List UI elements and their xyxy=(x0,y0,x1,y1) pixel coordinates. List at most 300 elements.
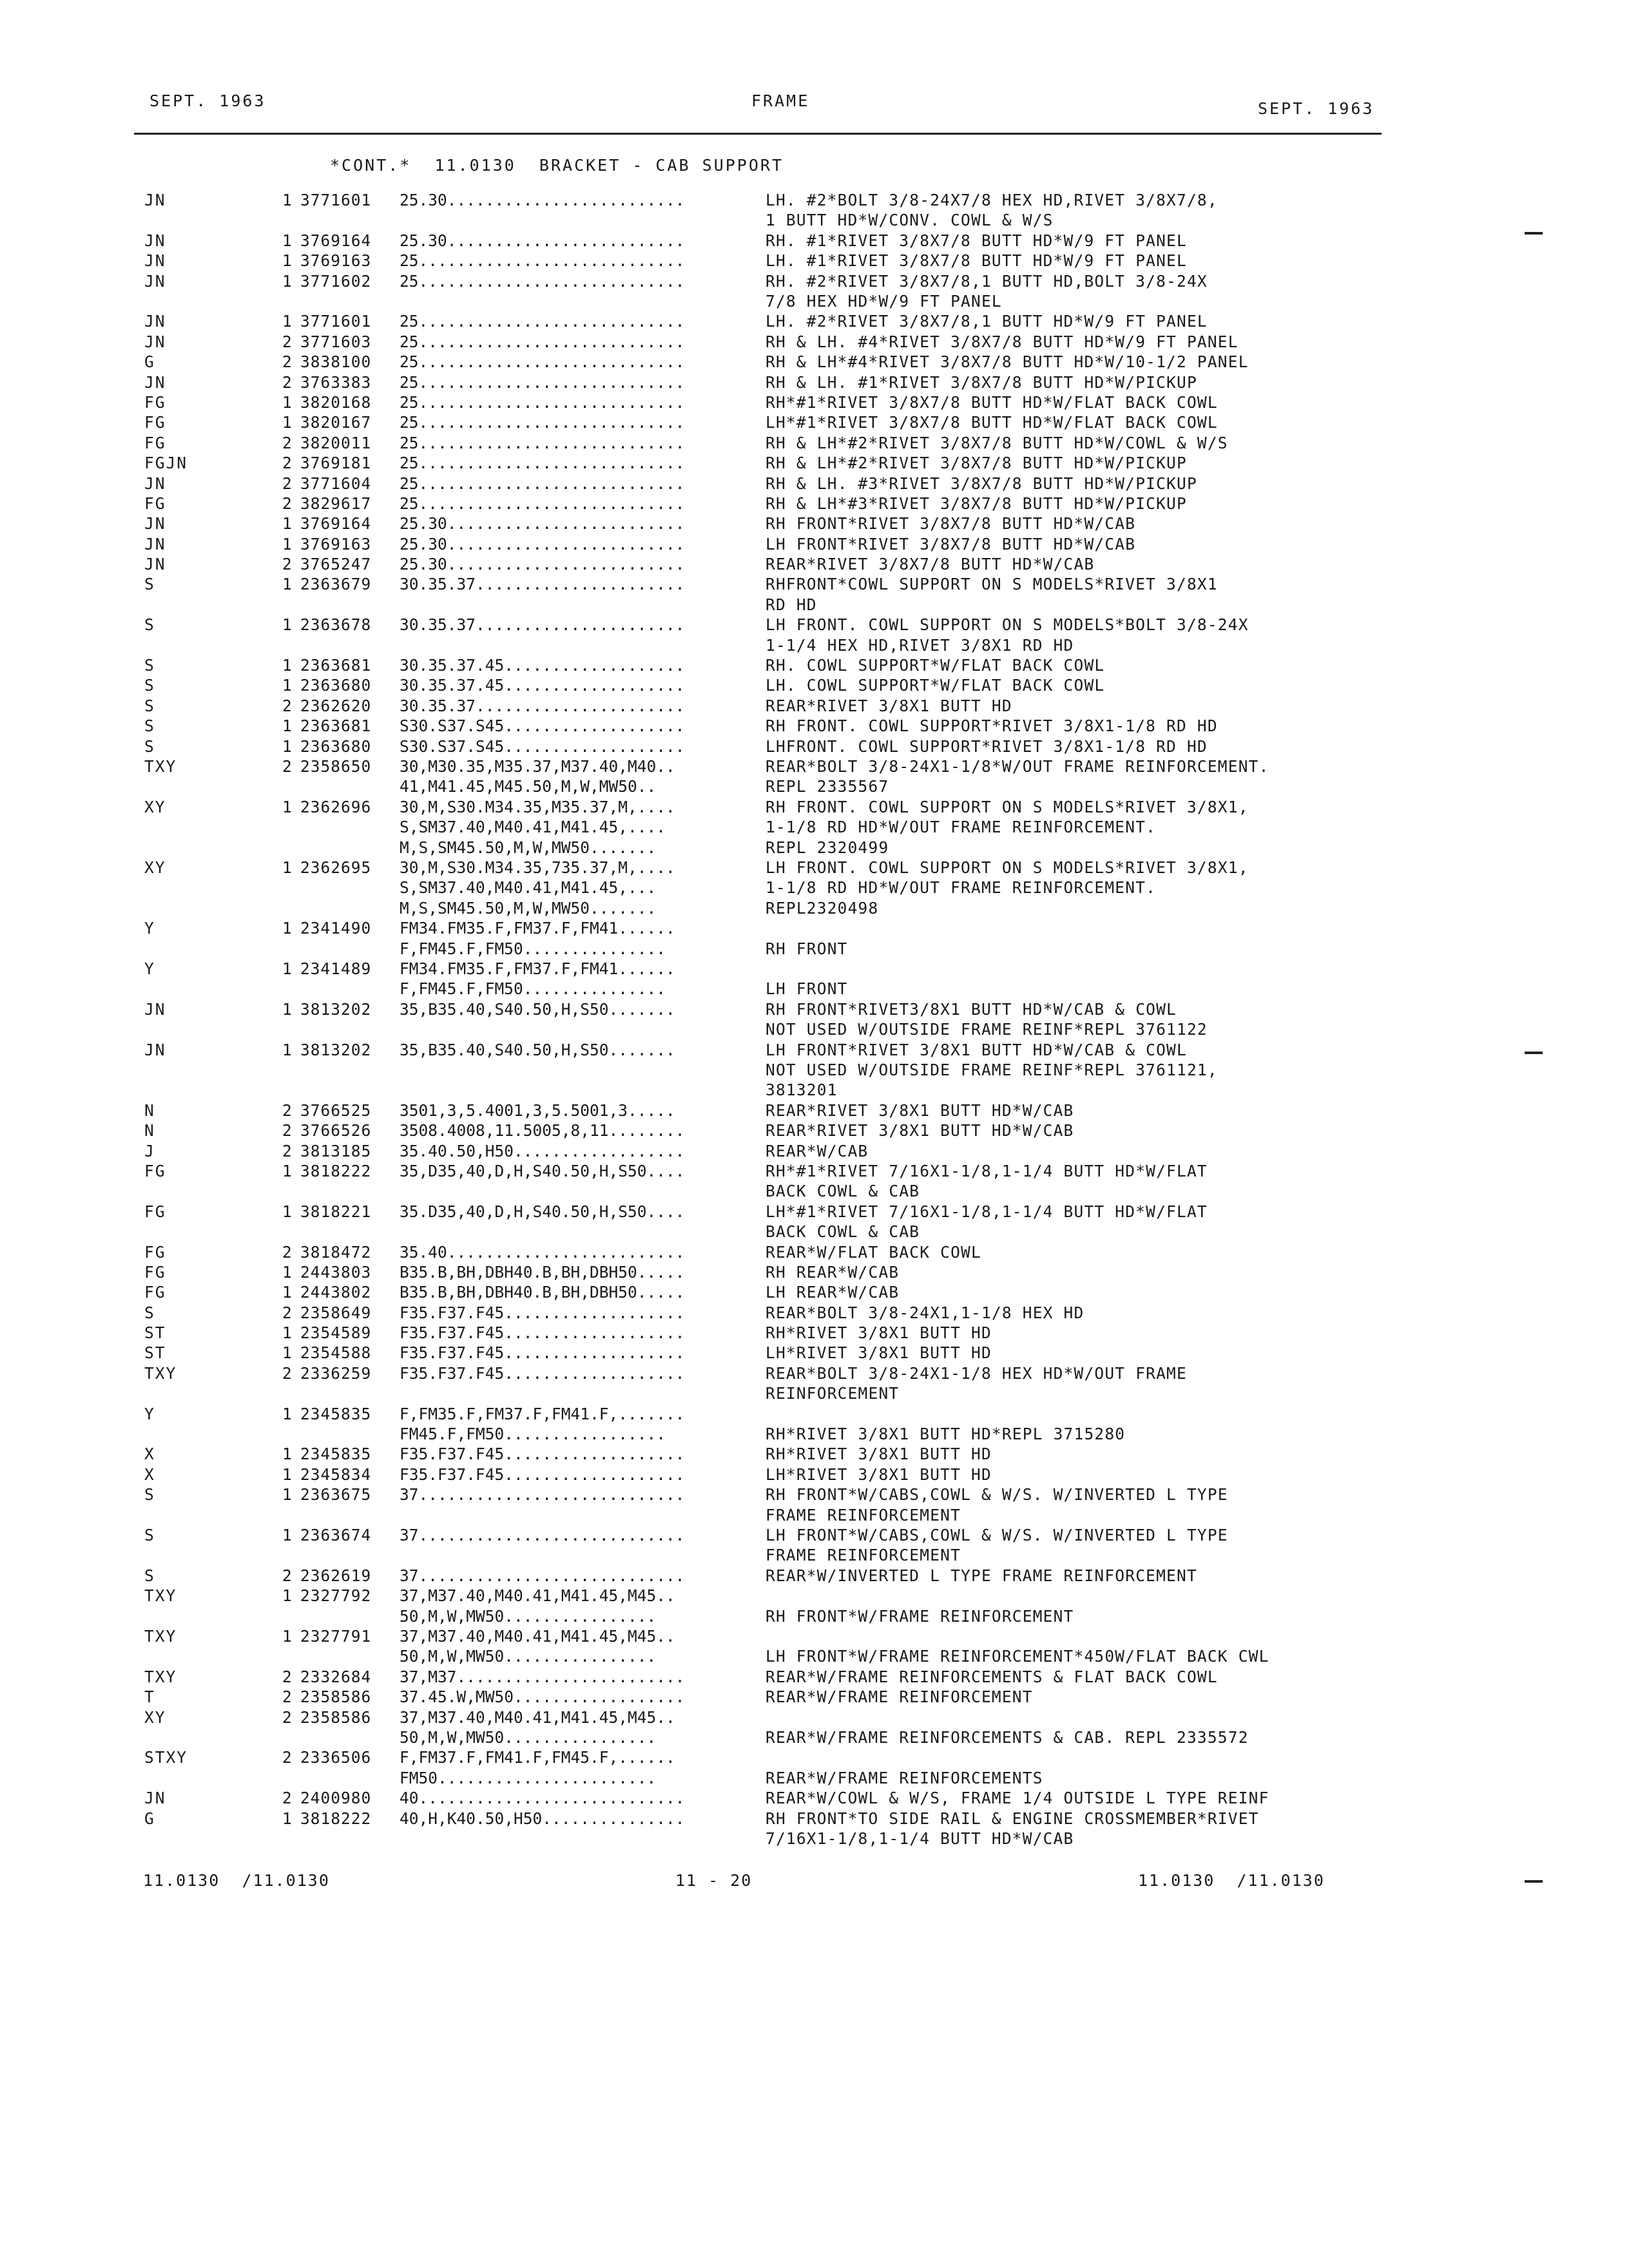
parts-row xyxy=(0,332,1629,352)
parts-row xyxy=(0,453,1629,473)
models-line: M,S,SM45.50,M,W,MW50....... xyxy=(400,838,657,857)
models-line: F35.F37.F45................... xyxy=(400,1323,685,1343)
quantity: 1 xyxy=(282,413,292,432)
models-cell xyxy=(400,453,760,473)
parts-row xyxy=(0,1323,1629,1343)
description-cell xyxy=(766,716,1410,736)
models-cell xyxy=(400,554,760,574)
description-line: RH FRONT*W/FRAME REINFORCEMENT xyxy=(766,1606,1074,1626)
quantity: 2 xyxy=(282,1707,292,1727)
models-cell xyxy=(400,1707,760,1748)
parts-row xyxy=(0,1626,1629,1667)
description-line: REAR*RIVET 3/8X1 BUTT HD*W/CAB xyxy=(766,1100,1074,1120)
models-line: 30.35.37...................... xyxy=(400,615,685,635)
model-code: S xyxy=(144,676,155,695)
models-cell xyxy=(400,696,760,716)
models-cell xyxy=(400,1404,760,1445)
description-line: REAR*W/FRAME REINFORCEMENTS & CAB. REPL 2335572 xyxy=(766,1727,1249,1747)
description-cell xyxy=(766,1303,1410,1323)
model-code: S xyxy=(144,656,155,675)
models-cell xyxy=(400,1040,760,1060)
part-number: 3813202 xyxy=(300,999,372,1019)
description-cell xyxy=(766,412,1410,432)
models-cell xyxy=(400,918,760,959)
part-number: 2345834 xyxy=(300,1465,372,1484)
description-line: REAR*RIVET 3/8X1 BUTT HD xyxy=(766,696,1012,715)
models-line: 25............................ xyxy=(400,312,685,331)
models-line: F,FM35.F,FM37.F,FM41.F,....... xyxy=(400,1404,685,1423)
description-cell xyxy=(766,271,1410,312)
models-cell xyxy=(400,1566,760,1586)
models-cell xyxy=(400,1687,760,1707)
part-number: 2363680 xyxy=(300,736,372,756)
quantity: 1 xyxy=(282,1040,292,1059)
model-code: S xyxy=(144,615,155,635)
description-line xyxy=(766,1747,1410,1767)
description-line: 1-1/4 HEX HD,RIVET 3/8X1 RD HD xyxy=(766,635,1074,655)
parts-row xyxy=(0,1040,1629,1100)
quantity: 2 xyxy=(282,352,292,372)
description-line: REAR*W/FLAT BACK COWL xyxy=(766,1242,981,1262)
model-code: S xyxy=(144,1485,155,1504)
part-number: 3818222 xyxy=(300,1809,372,1828)
parts-row xyxy=(0,675,1629,695)
description-line: RH FRONT*RIVET3/8X1 BUTT HD*W/CAB & COWL xyxy=(766,999,1177,1019)
part-number: 3769163 xyxy=(300,534,372,553)
description-line: REAR*W/FRAME REINFORCEMENT xyxy=(766,1687,1033,1707)
part-number: 2358586 xyxy=(300,1707,372,1727)
models-line: 37,M37.40,M40.41,M41.45,M45.. xyxy=(400,1627,675,1646)
margin-mark xyxy=(1525,232,1543,235)
description-cell xyxy=(766,1707,1410,1748)
models-cell xyxy=(400,1323,760,1343)
models-cell xyxy=(400,392,760,412)
models-line: 30.35.37.45................... xyxy=(400,676,685,695)
models-cell xyxy=(400,190,760,210)
quantity: 1 xyxy=(282,1262,292,1282)
description-cell xyxy=(766,474,1410,494)
quantity: 1 xyxy=(282,1465,292,1484)
parts-row xyxy=(0,615,1629,655)
quantity: 1 xyxy=(282,1586,292,1606)
models-line: F35.F37.F45................... xyxy=(400,1445,685,1464)
models-cell xyxy=(400,574,760,594)
models-cell xyxy=(400,615,760,635)
parts-row xyxy=(0,918,1629,959)
part-number: 2358650 xyxy=(300,757,372,776)
models-cell xyxy=(400,655,760,675)
model-code: T xyxy=(144,1687,155,1707)
models-line: 25............................ xyxy=(400,392,685,412)
description-line xyxy=(766,959,1410,979)
models-cell xyxy=(400,1282,760,1302)
models-line: 3508.4008,11.5005,8,11........ xyxy=(400,1121,685,1140)
part-number: 3771602 xyxy=(300,271,372,291)
quantity: 1 xyxy=(282,1485,292,1504)
quantity: 1 xyxy=(282,959,292,978)
model-code: JN xyxy=(144,474,166,493)
parts-row xyxy=(0,1566,1629,1586)
models-line: 25............................ xyxy=(400,454,685,473)
description-line: RH & LH*#3*RIVET 3/8X7/8 BUTT HD*W/PICKUP xyxy=(766,494,1187,513)
description-cell xyxy=(766,332,1410,352)
description-cell xyxy=(766,514,1410,533)
model-code: TXY xyxy=(144,1667,177,1686)
quantity: 2 xyxy=(282,757,292,776)
quantity: 1 xyxy=(282,858,292,877)
part-number: 3820168 xyxy=(300,392,372,412)
models-cell xyxy=(400,352,760,372)
models-line: 50,M,W,MW50................ xyxy=(400,1647,657,1666)
parts-row xyxy=(0,696,1629,716)
parts-row xyxy=(0,251,1629,271)
description-cell xyxy=(766,858,1410,918)
description-cell xyxy=(766,797,1410,858)
quantity: 2 xyxy=(282,555,292,574)
description-cell xyxy=(766,1120,1410,1140)
parts-row xyxy=(0,1788,1629,1808)
description-line: FRAME REINFORCEMENT xyxy=(766,1505,961,1524)
models-cell xyxy=(400,1343,760,1363)
models-cell xyxy=(400,231,760,251)
models-line: 50,M,W,MW50................ xyxy=(400,1727,657,1747)
description-line: NOT USED W/OUTSIDE FRAME REINF*REPL 3761122 xyxy=(766,1020,1208,1039)
models-line: 25............................ xyxy=(400,413,685,432)
part-number: 3820167 xyxy=(300,413,372,432)
description-line: LH. #2*BOLT 3/8-24X7/8 HEX HD,RIVET 3/8X7/8, xyxy=(766,191,1218,209)
parts-row xyxy=(0,1809,1629,1849)
part-number: 3818222 xyxy=(300,1161,372,1180)
description-cell xyxy=(766,190,1410,231)
description-line: LH. COWL SUPPORT*W/FLAT BACK COWL xyxy=(766,676,1105,695)
part-number: 3818472 xyxy=(300,1242,372,1262)
part-number: 2332684 xyxy=(300,1667,372,1686)
model-code: N xyxy=(144,1121,155,1140)
models-line: 3501,3,5.4001,3,5.5001,3..... xyxy=(400,1100,675,1120)
parts-row xyxy=(0,1303,1629,1323)
footer-right: 11.0130 /11.0130 xyxy=(1138,1871,1325,1890)
part-number: 3771601 xyxy=(300,312,372,331)
description-cell xyxy=(766,554,1410,574)
parts-row xyxy=(0,1363,1629,1404)
description-line: REPL 2335567 xyxy=(766,777,889,796)
description-cell xyxy=(766,1202,1410,1242)
description-line xyxy=(766,918,1410,938)
models-cell xyxy=(400,311,760,331)
part-number: 2345835 xyxy=(300,1445,372,1464)
description-line: RH & LH. #4*RIVET 3/8X7/8 BUTT HD*W/9 FT PANEL xyxy=(766,332,1239,351)
quantity: 1 xyxy=(282,999,292,1019)
models-line: 37............................ xyxy=(400,1526,685,1545)
model-code: ST xyxy=(144,1323,166,1343)
parts-row xyxy=(0,231,1629,251)
description-cell xyxy=(766,574,1410,615)
description-cell xyxy=(766,1566,1410,1586)
description-line xyxy=(766,1707,1410,1727)
quantity: 2 xyxy=(282,332,292,351)
quantity: 1 xyxy=(282,231,292,250)
parts-row xyxy=(0,1485,1629,1525)
description-cell xyxy=(766,1323,1410,1343)
description-line: REAR*RIVET 3/8X7/8 BUTT HD*W/CAB xyxy=(766,555,1095,574)
models-line: 37,M37........................ xyxy=(400,1667,685,1686)
parts-row xyxy=(0,1707,1629,1748)
model-code: JN xyxy=(144,534,166,553)
quantity: 2 xyxy=(282,454,292,473)
description-line: LH FRONT. COWL SUPPORT ON S MODELS*RIVET 3/8X1, xyxy=(766,858,1249,877)
parts-row xyxy=(0,1404,1629,1445)
part-number: 2400980 xyxy=(300,1789,372,1808)
quantity: 2 xyxy=(282,1100,292,1120)
quantity: 2 xyxy=(282,1667,292,1686)
description-line: LH FRONT*W/CABS,COWL & W/S. W/INVERTED L TYPE xyxy=(766,1526,1228,1545)
quantity: 1 xyxy=(282,676,292,695)
parts-row xyxy=(0,736,1629,756)
models-line: FM34.FM35.F,FM37.F,FM41...... xyxy=(400,959,675,978)
description-cell xyxy=(766,959,1410,999)
parts-row xyxy=(0,756,1629,797)
description-line: RH FRONT. COWL SUPPORT*RIVET 3/8X1-1/8 RD HD xyxy=(766,716,1218,736)
part-number: 3813185 xyxy=(300,1141,372,1160)
part-number: 2362620 xyxy=(300,696,372,715)
quantity: 1 xyxy=(282,1809,292,1828)
description-cell xyxy=(766,675,1410,695)
models-line: 37,M37.40,M40.41,M41.45,M45.. xyxy=(400,1707,675,1727)
description-line: REPL2320498 xyxy=(766,898,879,918)
models-cell xyxy=(400,1161,760,1181)
description-line: FRAME REINFORCEMENT xyxy=(766,1546,961,1565)
description-cell xyxy=(766,1465,1410,1485)
quantity: 1 xyxy=(282,271,292,291)
margin-mark xyxy=(1525,1880,1543,1883)
model-code: JN xyxy=(144,231,166,250)
description-line: REAR*RIVET 3/8X1 BUTT HD*W/CAB xyxy=(766,1121,1074,1140)
models-line: F,FM37.F,FM41.F,FM45.F,...... xyxy=(400,1748,675,1767)
description-line: BACK COWL & CAB xyxy=(766,1182,920,1201)
quantity: 1 xyxy=(282,1526,292,1545)
description-line: RH & LH*#2*RIVET 3/8X7/8 BUTT HD*W/COWL & W/S xyxy=(766,433,1228,452)
model-code: JN xyxy=(144,191,166,209)
model-code: FG xyxy=(144,433,166,452)
quantity: 2 xyxy=(282,1242,292,1262)
description-cell xyxy=(766,999,1410,1040)
model-code: S xyxy=(144,1526,155,1545)
description-cell xyxy=(766,1343,1410,1363)
models-cell xyxy=(400,433,760,453)
models-line: 25............................ xyxy=(400,332,685,351)
model-code: G xyxy=(144,1809,155,1828)
models-line: 25............................ xyxy=(400,433,685,452)
parts-row xyxy=(0,1141,1629,1161)
parts-row xyxy=(0,433,1629,453)
description-line: REAR*W/CAB xyxy=(766,1141,869,1160)
part-number: 2336506 xyxy=(300,1748,372,1767)
description-line: LH*RIVET 3/8X1 BUTT HD xyxy=(766,1343,992,1363)
models-cell xyxy=(400,736,760,756)
models-line: S,SM37.40,M40.41,M41.45,.... xyxy=(400,818,666,837)
model-code: XY xyxy=(144,1707,166,1727)
description-line: RH & LH. #3*RIVET 3/8X7/8 BUTT HD*W/PICKUP xyxy=(766,474,1197,493)
quantity: 2 xyxy=(282,1748,292,1767)
models-line: 37,M37.40,M40.41,M41.45,M45.. xyxy=(400,1586,675,1606)
models-line: 40............................ xyxy=(400,1789,685,1808)
model-code: X xyxy=(144,1445,155,1464)
models-line: 40,H,K40.50,H50............... xyxy=(400,1809,685,1828)
models-line: 30.35.37.45................... xyxy=(400,656,685,675)
part-number: 2363681 xyxy=(300,716,372,736)
models-line: F35.F37.F45................... xyxy=(400,1465,685,1484)
parts-row xyxy=(0,797,1629,858)
models-line: 37............................ xyxy=(400,1566,685,1585)
quantity: 1 xyxy=(282,191,292,209)
description-line: LH. #2*RIVET 3/8X7/8,1 BUTT HD*W/9 FT PANEL xyxy=(766,312,1208,331)
model-code: JN xyxy=(144,312,166,331)
description-line: RH. COWL SUPPORT*W/FLAT BACK COWL xyxy=(766,656,1105,675)
description-line: REINFORCEMENT xyxy=(766,1384,900,1403)
parts-row xyxy=(0,554,1629,574)
model-code: FG xyxy=(144,494,166,513)
header-section: FRAME xyxy=(751,91,810,110)
quantity: 2 xyxy=(282,1789,292,1808)
part-number: 2363674 xyxy=(300,1526,372,1545)
description-line: REAR*W/FRAME REINFORCEMENTS xyxy=(766,1768,1043,1787)
description-line: RH*RIVET 3/8X1 BUTT HD xyxy=(766,1323,992,1343)
models-line: 30,M,S30.M34.35,M35.37,M,.... xyxy=(400,797,675,816)
model-code: FG xyxy=(144,1242,166,1262)
parts-row xyxy=(0,1586,1629,1626)
model-code: S xyxy=(144,1303,155,1322)
part-number: 3818221 xyxy=(300,1202,372,1221)
parts-row xyxy=(0,534,1629,554)
models-cell xyxy=(400,1363,760,1383)
part-number: 2358586 xyxy=(300,1687,372,1707)
models-line: 35,D35,40,D,H,S40.50,H,S50.... xyxy=(400,1161,685,1180)
parts-row xyxy=(0,1100,1629,1120)
description-line: REAR*BOLT 3/8-24X1-1/8 HEX HD*W/OUT FRAME xyxy=(766,1363,1187,1383)
quantity: 1 xyxy=(282,1202,292,1221)
part-number: 3771604 xyxy=(300,474,372,493)
part-number: 3820011 xyxy=(300,433,372,452)
part-number: 2443803 xyxy=(300,1262,372,1282)
part-number: 3771603 xyxy=(300,332,372,351)
models-line: FM34.FM35.F,FM37.F,FM41...... xyxy=(400,919,675,938)
quantity: 1 xyxy=(282,1627,292,1646)
model-code: JN xyxy=(144,999,166,1019)
description-cell xyxy=(766,534,1410,554)
description-cell xyxy=(766,1525,1410,1566)
description-line: LH FRONT*RIVET 3/8X1 BUTT HD*W/CAB & COWL xyxy=(766,1040,1187,1059)
models-line: FM45.F,FM50................. xyxy=(400,1425,666,1444)
description-cell xyxy=(766,1485,1410,1525)
description-cell xyxy=(766,1161,1410,1202)
description-cell xyxy=(766,1242,1410,1262)
parts-row xyxy=(0,271,1629,312)
models-line: 25............................ xyxy=(400,251,685,271)
quantity: 1 xyxy=(282,514,292,533)
description-line: RH REAR*W/CAB xyxy=(766,1262,900,1282)
part-number: 3763383 xyxy=(300,372,372,392)
part-number: 2362695 xyxy=(300,858,372,877)
quantity: 2 xyxy=(282,1566,292,1585)
quantity: 1 xyxy=(282,736,292,756)
description-line: REAR*W/COWL & W/S, FRAME 1/4 OUTSIDE L TYPE REINF xyxy=(766,1789,1269,1808)
parts-row xyxy=(0,494,1629,514)
part-number: 2363678 xyxy=(300,615,372,635)
quantity: 1 xyxy=(282,251,292,271)
part-number: 3838100 xyxy=(300,352,372,372)
model-code: FG xyxy=(144,392,166,412)
parts-row xyxy=(0,1202,1629,1242)
description-line: RH FRONT. COWL SUPPORT ON S MODELS*RIVET 3/8X1, xyxy=(766,797,1249,816)
models-line: 25............................ xyxy=(400,271,685,291)
description-line: LH FRONT*W/FRAME REINFORCEMENT*450W/FLAT BACK CWL xyxy=(766,1647,1269,1666)
description-line: LH FRONT*RIVET 3/8X7/8 BUTT HD*W/CAB xyxy=(766,534,1136,553)
quantity: 1 xyxy=(282,312,292,331)
description-line: REAR*W/INVERTED L TYPE FRAME REINFORCEMENT xyxy=(766,1566,1197,1585)
models-line: 25............................ xyxy=(400,494,685,513)
models-cell xyxy=(400,332,760,352)
models-cell xyxy=(400,1444,760,1464)
description-line: RHFRONT*COWL SUPPORT ON S MODELS*RIVET 3/8X1 xyxy=(766,575,1218,594)
description-cell xyxy=(766,352,1410,372)
parts-row xyxy=(0,1667,1629,1687)
description-line: RH*#1*RIVET 7/16X1-1/8,1-1/4 BUTT HD*W/FLAT xyxy=(766,1161,1208,1180)
description-line: 7/8 HEX HD*W/9 FT PANEL xyxy=(766,291,1002,311)
part-number: 2341490 xyxy=(300,919,372,938)
models-cell xyxy=(400,1242,760,1262)
header-date-left: SEPT. 1963 xyxy=(149,91,266,110)
quantity: 1 xyxy=(282,392,292,412)
description-cell xyxy=(766,1100,1410,1120)
description-line: RH FRONT*RIVET 3/8X7/8 BUTT HD*W/CAB xyxy=(766,514,1136,533)
quantity: 2 xyxy=(282,433,292,452)
model-code: FG xyxy=(144,1202,166,1221)
description-line: REAR*BOLT 3/8-24X1,1-1/8 HEX HD xyxy=(766,1303,1084,1322)
models-cell xyxy=(400,271,760,291)
models-cell xyxy=(400,251,760,271)
models-cell xyxy=(400,675,760,695)
description-cell xyxy=(766,918,1410,959)
models-line: 30,M,S30.M34.35,735.37,M,.... xyxy=(400,858,675,877)
description-cell xyxy=(766,1282,1410,1302)
models-cell xyxy=(400,1465,760,1485)
parts-row xyxy=(0,1120,1629,1140)
parts-row xyxy=(0,474,1629,494)
models-line: 35,B35.40,S40.50,H,S50....... xyxy=(400,1040,675,1059)
part-number: 2341489 xyxy=(300,959,372,978)
model-code: FG xyxy=(144,1161,166,1180)
models-line: 25.30......................... xyxy=(400,191,685,209)
description-cell xyxy=(766,1809,1410,1849)
part-number: 2362619 xyxy=(300,1566,372,1585)
models-line: 25............................ xyxy=(400,474,685,493)
model-code: S xyxy=(144,1566,155,1585)
model-code: FG xyxy=(144,1283,166,1302)
part-number: 2363675 xyxy=(300,1485,372,1504)
description-cell xyxy=(766,1404,1410,1445)
header-rule xyxy=(134,133,1382,135)
model-code: TXY xyxy=(144,1363,177,1383)
parts-row xyxy=(0,1444,1629,1464)
quantity: 2 xyxy=(282,696,292,715)
models-line: F35.F37.F45................... xyxy=(400,1343,685,1363)
description-cell xyxy=(766,494,1410,514)
description-cell xyxy=(766,453,1410,473)
parts-row xyxy=(0,1262,1629,1282)
description-cell xyxy=(766,1747,1410,1788)
description-line: RH*#1*RIVET 3/8X7/8 BUTT HD*W/FLAT BACK COWL xyxy=(766,392,1218,412)
models-line: 50,M,W,MW50................ xyxy=(400,1606,657,1626)
